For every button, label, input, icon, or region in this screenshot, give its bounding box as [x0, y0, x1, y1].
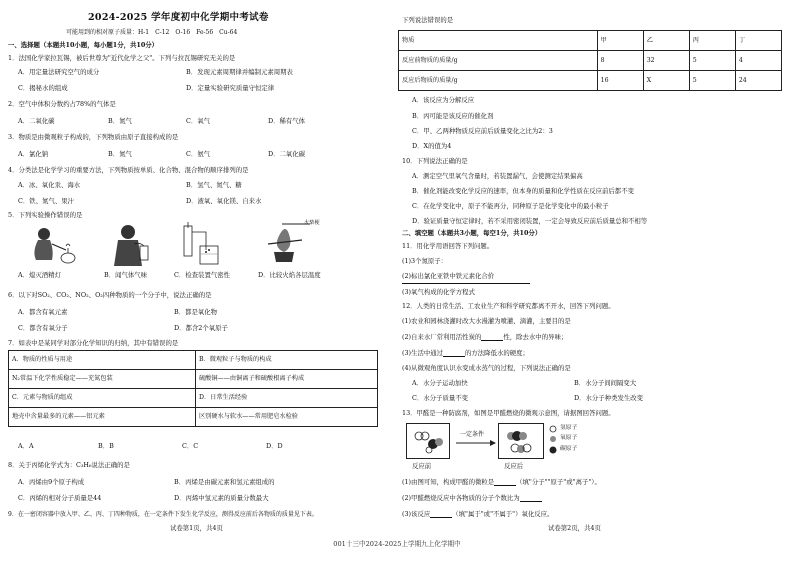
table-cell: 5	[689, 51, 735, 71]
q5-option-d: D．比较火焰各层温度	[258, 271, 321, 279]
q12-part-3-text: (3)生活中通过	[402, 349, 444, 357]
table-cell: 32	[643, 51, 689, 71]
table-cell: 24	[735, 71, 781, 91]
table-cell: 4	[735, 51, 781, 71]
table-row	[9, 351, 378, 370]
table-cell: 区别硬水与软水——常用肥皂水检验	[196, 408, 378, 427]
q11-part-2-blank[interactable]	[402, 283, 530, 284]
q12-part-3-blank[interactable]	[443, 350, 465, 357]
label-before-reaction: 反应前	[412, 462, 432, 470]
q2-option-b: B．氮气	[108, 117, 132, 125]
reactant-molecules-figure	[407, 424, 449, 458]
q4-option-d: D．液氧、氧化镁、自来水	[186, 197, 262, 205]
table-cell: X	[643, 71, 689, 91]
q13-part-1-text: (1)由图可知，构成甲醛的微粒是	[402, 478, 495, 486]
q2-option-c: C．氧气	[186, 117, 211, 125]
q1-option-b: B．发现元素周期律并编制元素周期表	[186, 68, 293, 76]
table-header-cell: 乙	[643, 31, 689, 51]
table-cell: 地壳中含量最多的元素——铝元素	[9, 408, 196, 427]
table-header-cell: 丙	[689, 31, 735, 51]
q13-part-3	[402, 510, 553, 518]
q8-stem: 8．关于丙烯化学式为：C₃H₆说法正确的是	[8, 461, 130, 469]
q13-part-3-text: (3)该反应	[402, 510, 431, 518]
table-row	[9, 370, 378, 389]
q5-option-a: A．熄灭酒精灯	[18, 271, 61, 279]
atomic-masses: 可能用到的相对原子质量：H-1 C-12 O-16 Fe-56 Cu-64	[66, 29, 238, 36]
q3-option-c: C．氨气	[186, 150, 211, 158]
legend-oxygen: 氧原子	[560, 435, 578, 441]
table-row	[399, 71, 782, 91]
q7-table	[8, 350, 378, 427]
table-cell: B．微观粒子与物质的构成	[196, 351, 378, 370]
q9-table	[398, 30, 782, 91]
q8-option-b: B．丙烯是由碳元素和氢元素组成的	[174, 478, 275, 486]
q12-part-2-tail: 性，除去水中的异味；	[503, 333, 568, 341]
q2-stem: 2．空气中体积分数约占78%的气体是	[8, 100, 116, 108]
q6-option-b: B．都是氧化物	[174, 308, 218, 316]
q3-stem: 3．物质是由微观粒子构成的，下列物质由原子直接构成的是	[8, 133, 179, 141]
q11-part-3: (3)氧气构成的化学方程式	[402, 288, 475, 296]
table-cell: 16	[597, 71, 643, 91]
q4-option-c: C．铁、氮气、果汁	[18, 197, 75, 205]
product-molecules-figure	[499, 424, 543, 458]
q5-stem: 5．下列实验操作错误的是	[8, 211, 83, 219]
q11-part-1: (1)3个氮原子：	[402, 257, 448, 265]
q12-stem: 12．人类的日常生活、工农业生产和科学研究都离不开水，回答下列问题。	[402, 302, 615, 310]
q1-option-c: C．揭秘水的组成	[18, 84, 68, 92]
q7-option-c: C．C	[182, 442, 199, 450]
q7-option-a: A．A	[18, 442, 34, 450]
table-cell: 反应后物质的质量/g	[399, 71, 598, 91]
q8-option-d: D．丙烯中氢元素的质量分数最大	[174, 494, 269, 502]
q5-option-b: B．闻气体气味	[104, 271, 148, 279]
q13-part-2-text: (2)甲醛燃烧反应中各物质的分子个数比为	[402, 494, 520, 502]
q13-part-2-blank[interactable]	[520, 495, 542, 502]
q12-part-2	[402, 333, 567, 341]
q8-option-c: C．丙烯的相对分子质量是44	[18, 494, 102, 502]
table-cell: D．日常生活经验	[196, 389, 378, 408]
table-cell: N₂常温下化学性质稳定——充氮包装	[9, 370, 196, 389]
q3-option-d: D．二氧化碳	[268, 150, 306, 158]
q11-part-2: (2)标出氯化亚铁中铁元素化合价	[402, 272, 495, 280]
q12-option-c: C．水分子质量不变	[412, 394, 469, 402]
q12-part-2-text: (2)自来水厂常利用活性炭的	[402, 333, 482, 341]
q7-option-d: D．D	[266, 442, 283, 450]
table-cell: 反应前物质的质量/g	[399, 51, 598, 71]
table-header-cell: 甲	[597, 31, 643, 51]
section-2-heading: 二、填空题（本题共3小题，每空1分，共10分）	[402, 229, 542, 237]
q8-option-a: A．丙烯由9个原子构成	[18, 478, 85, 486]
left-page	[4, 0, 388, 540]
exam-title: 2024-2025 学年度初中化学期中考试卷	[88, 12, 269, 23]
q1-stem: 1．法国化学家拉瓦锡，被后世尊为"近代化学之父"。下列与拉瓦锡研究无关的是	[8, 54, 236, 62]
q4-option-b: B．氢气、氮气、糖	[186, 181, 242, 189]
q3-option-a: A．氯化钠	[18, 150, 49, 158]
q10-option-b: B．催化剂能改变化学反应的速率，但本身的质量和化学性质在反应前后都不变	[412, 187, 634, 195]
page-2-footer: 试卷第2页，共4页	[548, 524, 601, 532]
label-after-reaction: 反应后	[504, 462, 524, 470]
table-row	[399, 31, 782, 51]
airtightness-figure	[178, 222, 230, 268]
q9-stem: 9．在一密闭容器中放入甲、乙、丙、丁四种物质，在一定条件下发生化学反应，测得反应前后各物质的质量见下表。	[8, 511, 318, 518]
q12-option-d: D．水分子种类发生改变	[574, 394, 644, 402]
right-page	[398, 0, 786, 540]
table-cell: 8	[597, 51, 643, 71]
q9-option-c: C．甲、乙两种物质反应前后质量变化之比为2：3	[412, 127, 553, 135]
q6-option-d: D．都含2个氧原子	[174, 324, 228, 332]
q5-option-c: C．检查装置气密性	[174, 271, 231, 279]
q1-option-d: D．定量实验研究质量守恒定律	[186, 84, 275, 92]
q2-option-d: D．稀有气体	[268, 117, 306, 125]
q11-stem: 11．用化学用语回答下列问题。	[402, 242, 494, 250]
q9-intro: 下列说法错误的是	[402, 16, 454, 24]
table-cell: A．物质的性质与用途	[9, 351, 196, 370]
q3-option-b: B．氮气	[108, 150, 132, 158]
q4-stem: 4．分类法是化学学习的重要方法，下列物质按单质、化合物、混合物的顺序排列的是	[8, 166, 249, 174]
q4-option-a: A．冰、氧化汞、海水	[18, 181, 81, 189]
smell-gas-figure	[104, 222, 154, 268]
q12-part-3-tail: 的方法降低水的硬度；	[465, 349, 529, 357]
table-row	[399, 51, 782, 71]
alcohol-lamp-figure	[22, 224, 82, 266]
q10-option-a: A．测定空气里氧气含量时，若装置漏气，会使测定结果偏高	[412, 172, 583, 180]
legend-carbon: 碳原子	[560, 446, 578, 452]
table-header-cell: 物质	[399, 31, 598, 51]
q13-stem: 13．甲醛是一种防腐剂，如图是甲醛燃烧的微观示意图，请据图回答问题。	[402, 409, 615, 417]
q7-option-b: B．B	[98, 442, 114, 450]
q6-option-a: A．都含有氧元素	[18, 308, 68, 316]
atom-legend-icons	[548, 424, 558, 456]
table-header-cell: 丁	[735, 31, 781, 51]
document-caption: 001十三中2024-2025上学期九上化学期中	[333, 540, 461, 548]
q10-option-c: C．在化学变化中，原子不能再分，同种原子是化学变化中的最小粒子	[412, 202, 609, 210]
table-cell: C．元素与物质的组成	[9, 389, 196, 408]
reaction-arrow-icon	[454, 439, 498, 447]
q12-part-3	[402, 349, 529, 357]
q9-option-a: A．该反应为分解反应	[412, 96, 475, 104]
section-1-heading: 一、选择题（本题共10小题，每小题1分，共10分）	[8, 41, 159, 49]
q7-stem: 7．如表中是某同学对部分化学知识的归纳，其中有错误的是	[8, 339, 179, 347]
page-1-footer: 试卷第1页，共4页	[170, 524, 223, 532]
q12-option-a: A．水分子运动加快	[412, 379, 468, 387]
q9-option-b: B．丙可能是该反应的催化剂	[412, 112, 494, 120]
reaction-condition: 一定条件	[460, 431, 485, 438]
table-cell: 硫酸铜——由铜离子和硫酸根离子构成	[196, 370, 378, 389]
q9-option-d: D．X的值为4	[412, 142, 452, 150]
q12-option-b: B．水分子间间隔变大	[574, 379, 637, 387]
q13-part-3-tail: （填"属于"或"不属于"）氧化反应。	[452, 510, 554, 518]
table-cell: 5	[689, 71, 735, 91]
q6-option-c: C．都含有氧分子	[18, 324, 68, 332]
q13-part-1	[402, 478, 601, 486]
q13-part-2	[402, 494, 542, 502]
legend-hydrogen: 氢原子	[560, 425, 578, 431]
table-row	[9, 408, 378, 427]
reaction-after-box	[498, 423, 544, 459]
matchstick-label: 火柴梗	[304, 220, 320, 226]
q1-option-a: A．用定量法研究空气的成分	[18, 68, 100, 76]
q2-option-a: A．二氧化碳	[18, 117, 55, 125]
q12-part-2-blank[interactable]	[481, 334, 503, 341]
q10-option-d: D．验证质量守恒定律时，若不采用密闭装置，一定会导致反应前后质量总和不相等	[412, 217, 648, 225]
q12-part-1: (1)农业和园林浇灌时改大水漫灌为喷灌、滴灌，主要目的是	[402, 317, 571, 325]
q13-part-1-tail: （填"分子""原子"或"离子"）。	[516, 478, 601, 486]
q13-part-3-blank[interactable]	[430, 511, 452, 518]
table-row	[9, 389, 378, 408]
reaction-before-box	[406, 423, 450, 459]
q13-part-1-blank[interactable]	[494, 479, 516, 486]
q12-part-4: (4)从微观角度认识水变成水蒸气的过程，下列说法正确的是	[402, 364, 571, 372]
q10-stem: 10．下列说法正确的是	[402, 157, 468, 165]
q6-stem: 6．以下对SO₂、CO₂、NO₂、O₂四种物质的一个分子中，说法正确的是	[8, 291, 212, 299]
